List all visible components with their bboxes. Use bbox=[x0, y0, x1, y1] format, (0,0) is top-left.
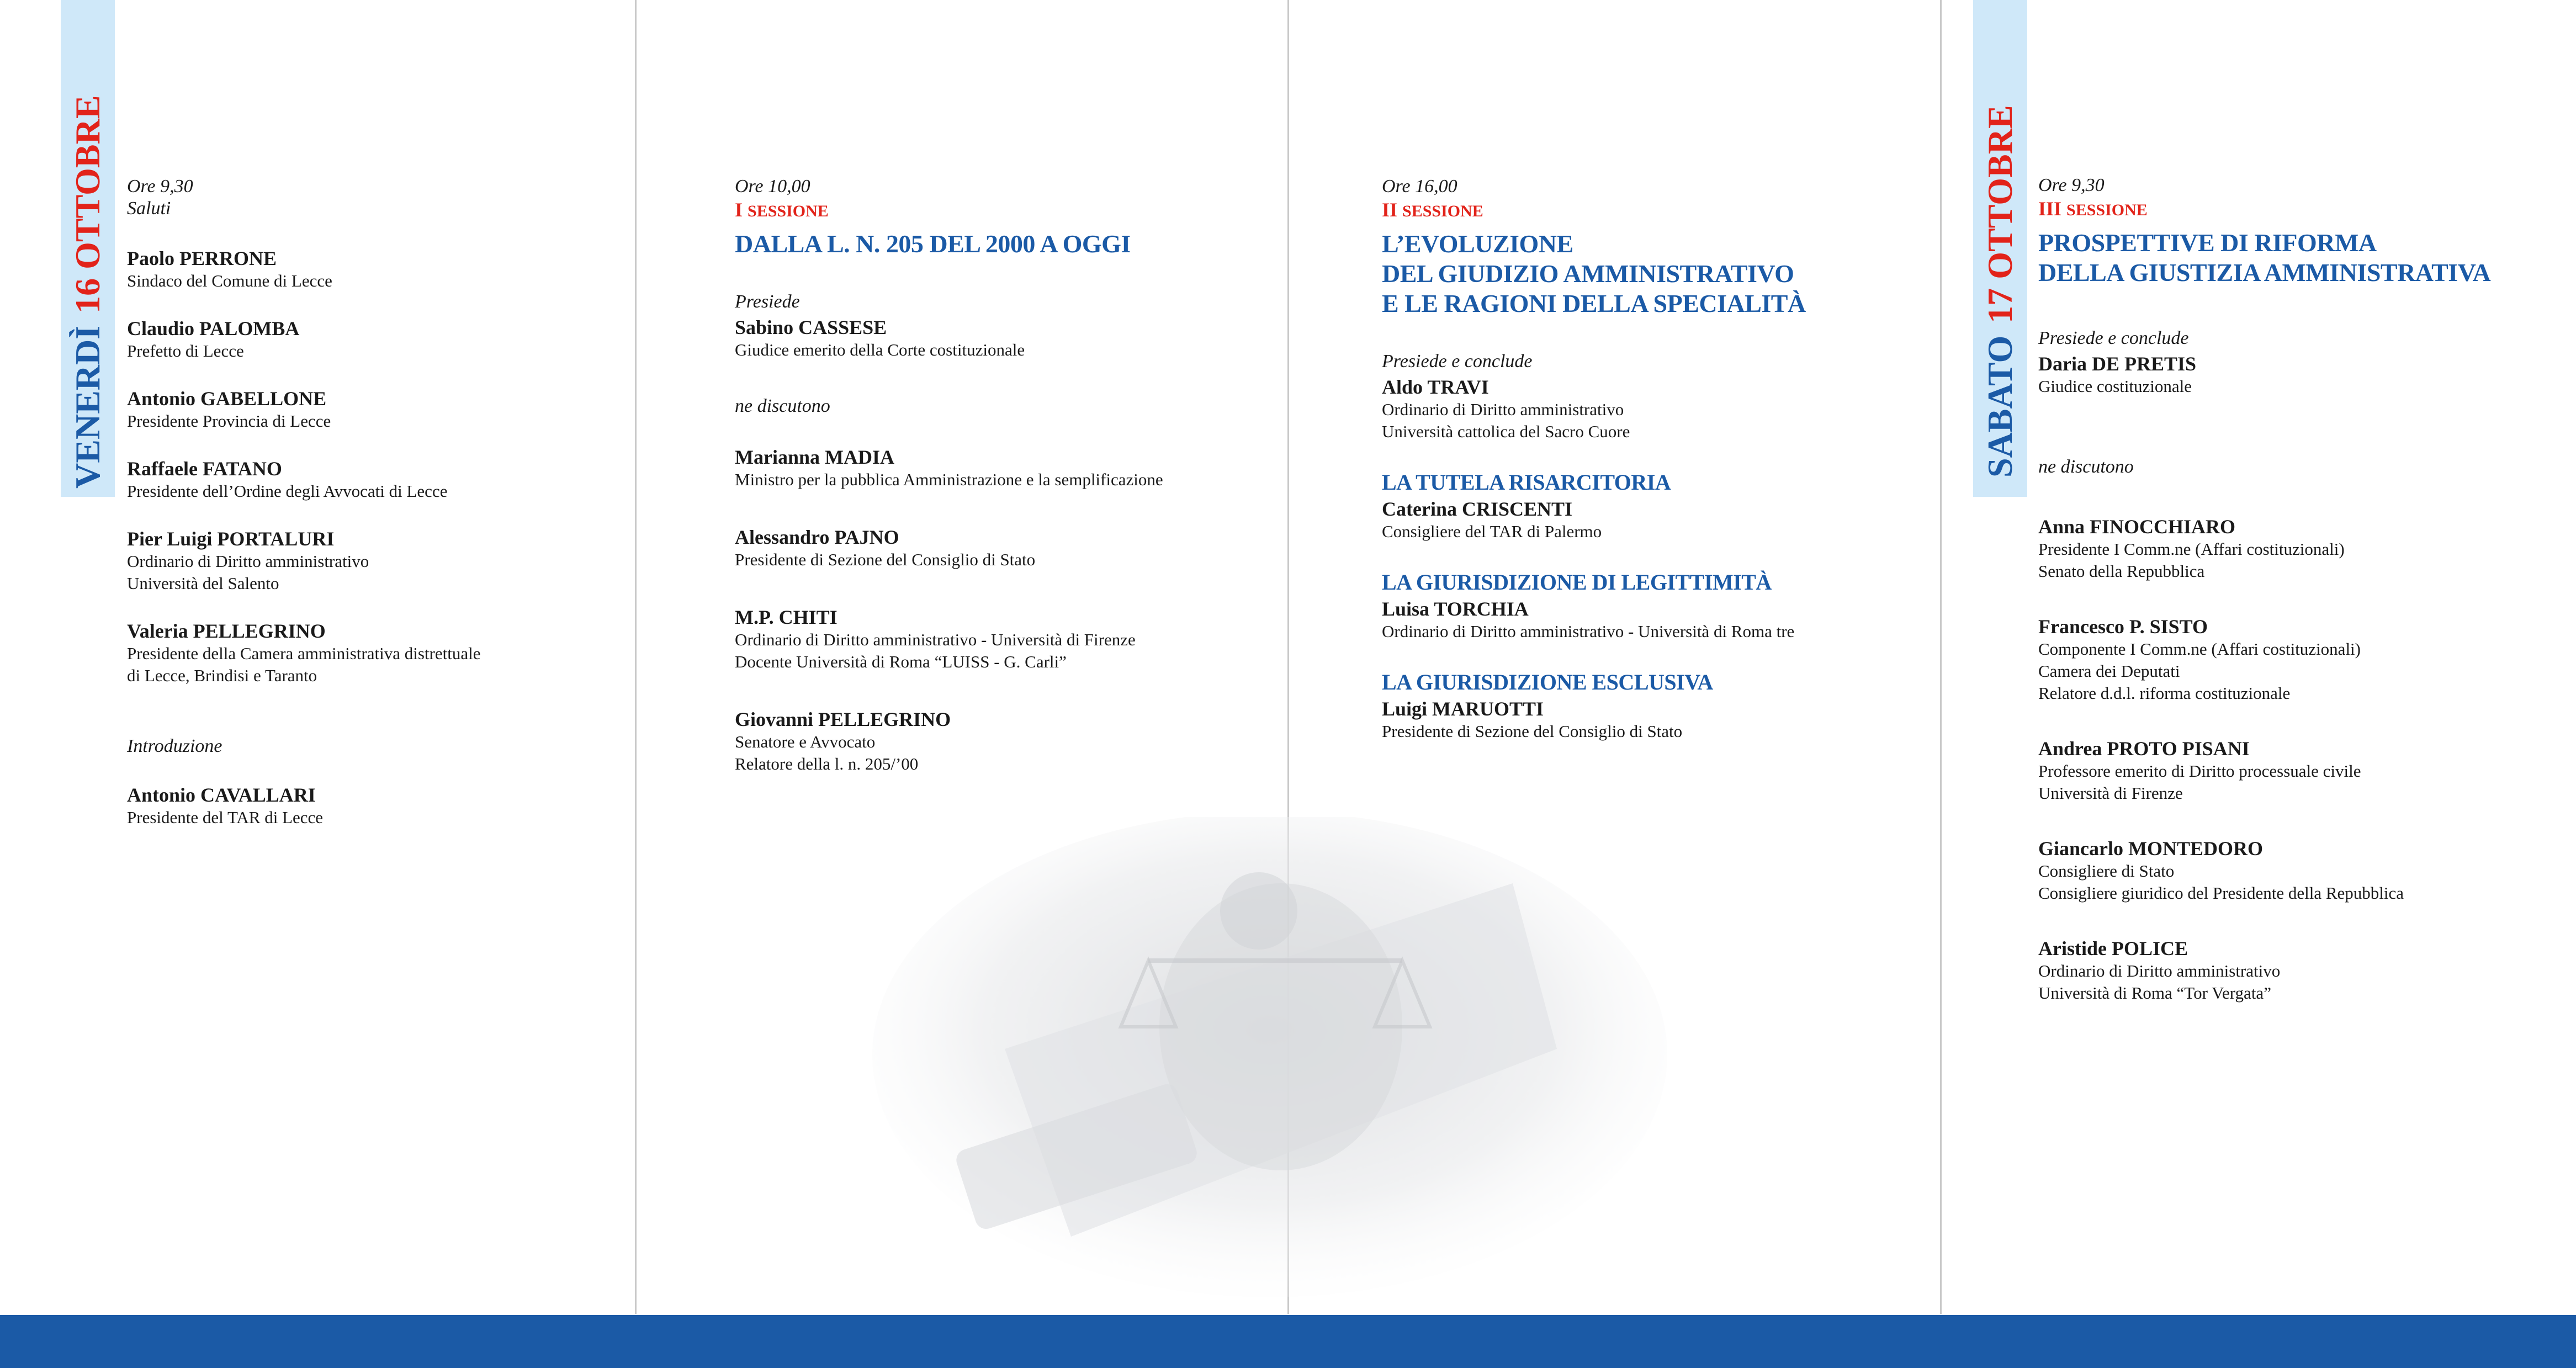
speaker-name: Francesco P. SISTO bbox=[2038, 616, 2208, 638]
speaker-role: Professore emerito di Diritto processuale civile bbox=[2038, 761, 2361, 781]
speaker-role: Ministro per la pubblica Amministrazione e la semplificazione bbox=[735, 470, 1163, 489]
day-label-friday bbox=[61, 95, 115, 489]
speaker-role: Componente I Comm.ne (Affari costituzionali) bbox=[2038, 639, 2361, 659]
speaker-role: Presidente di Sezione del Consiglio di Stato bbox=[735, 550, 1036, 569]
session-title bbox=[1382, 229, 1928, 319]
speaker-name: Claudio PALOMBA bbox=[127, 317, 300, 340]
day-tab-friday bbox=[61, 0, 115, 497]
speaker-entry bbox=[127, 247, 624, 292]
session-number: I bbox=[735, 199, 743, 221]
chair-entry bbox=[1382, 376, 1928, 443]
speaker-entry bbox=[127, 620, 624, 687]
chair-name: Sabino CASSESE bbox=[735, 316, 887, 338]
panel-saturday bbox=[1942, 0, 2576, 1314]
chair-role: Giudice costituzionale bbox=[2038, 377, 2192, 396]
speaker-role: Presidente I Comm.ne (Affari costituzionali) bbox=[2038, 539, 2345, 559]
day-date: 17 OTTOBRE bbox=[1980, 105, 2020, 324]
speaker-role: Università del Salento bbox=[127, 574, 279, 593]
speaker-role: Ordinario di Diritto amministrativo bbox=[2038, 961, 2281, 980]
time-label: Ore 10,00 bbox=[735, 176, 810, 197]
speaker-entry bbox=[2038, 516, 2568, 582]
speaker-name: M.P. CHITI bbox=[735, 606, 838, 628]
speaker-name: Anna FINOCCHIARO bbox=[2038, 516, 2236, 538]
chair-entry bbox=[735, 316, 1276, 361]
session-title-line: DEL GIUDIZIO AMMINISTRATIVO bbox=[1382, 259, 1794, 288]
speaker-name: Andrea PROTO PISANI bbox=[2038, 738, 2250, 760]
speaker-role: Università di Firenze bbox=[2038, 783, 2183, 803]
saluti-label: Saluti bbox=[127, 198, 171, 219]
speaker-name: Antonio CAVALLARI bbox=[127, 784, 316, 806]
speaker-entry bbox=[127, 784, 624, 829]
chair-entry bbox=[2038, 353, 2568, 397]
speaker-entry bbox=[735, 446, 1276, 491]
speaker-entry bbox=[2038, 937, 2568, 1004]
speaker-entry bbox=[735, 606, 1276, 673]
session-title-line: DELLA GIUSTIZIA AMMINISTRATIVA bbox=[2038, 258, 2491, 287]
panel-friday bbox=[0, 0, 635, 1314]
topic-entry bbox=[1382, 469, 1928, 543]
speaker-name: Paolo PERRONE bbox=[127, 247, 277, 269]
session-word: SESSIONE bbox=[2066, 201, 2148, 219]
speaker-entry bbox=[2038, 616, 2568, 704]
session-label bbox=[2038, 198, 2568, 221]
speaker-name: Marianna MADIA bbox=[735, 446, 894, 468]
topic-entry bbox=[1382, 569, 1928, 643]
speaker-role: Ordinario di Diritto amministrativo - Università di Roma tre bbox=[1382, 622, 1795, 641]
speaker-name: Aristide POLICE bbox=[2038, 937, 2188, 959]
session-label bbox=[735, 199, 1276, 222]
intro-label: Introduzione bbox=[127, 736, 222, 756]
discussants-label: ne discutono bbox=[735, 396, 830, 416]
speaker-entry bbox=[735, 708, 1276, 775]
session-title-line: L’EVOLUZIONE bbox=[1382, 230, 1573, 258]
speaker-role: Prefetto di Lecce bbox=[127, 341, 244, 360]
speaker-name: Luisa TORCHIA bbox=[1382, 598, 1529, 620]
speaker-role: Ordinario di Diritto amministrativo - Università di Firenze bbox=[735, 630, 1136, 649]
friday-column bbox=[127, 176, 624, 829]
speaker-role: Camera dei Deputati bbox=[2038, 661, 2180, 681]
chair-name: Daria DE PRETIS bbox=[2038, 353, 2197, 375]
speaker-role: Consigliere del TAR di Palermo bbox=[1382, 522, 1602, 541]
time-label: Ore 9,30 bbox=[127, 176, 193, 197]
speaker-entry bbox=[127, 528, 624, 595]
speaker-role: Presidente della Camera amministrativa distrettuale bbox=[127, 644, 481, 663]
speaker-role: Senatore e Avvocato bbox=[735, 732, 876, 751]
speaker-role: Presidente Provincia di Lecce bbox=[127, 411, 331, 431]
session-number: III bbox=[2038, 198, 2062, 220]
chair-name: Aldo TRAVI bbox=[1382, 376, 1489, 398]
speaker-entry bbox=[2038, 738, 2568, 804]
chair-role: Ordinario di Diritto amministrativo bbox=[1382, 400, 1624, 419]
session-title-line: E LE RAGIONI DELLA SPECIALITÀ bbox=[1382, 289, 1806, 317]
speaker-role: di Lecce, Brindisi e Taranto bbox=[127, 666, 317, 685]
day-date: 16 OTTOBRE bbox=[68, 95, 107, 314]
presiede-label: Presiede e conclude bbox=[2038, 328, 2189, 348]
speaker-role: Presidente dell’Ordine degli Avvocati di Lecce bbox=[127, 481, 448, 501]
topic-entry bbox=[1382, 669, 1928, 743]
speaker-entry bbox=[127, 388, 624, 432]
day-name: VENERDÌ bbox=[68, 325, 107, 489]
discussants-label: ne discutono bbox=[2038, 457, 2134, 477]
topic-title: LA TUTELA RISARCITORIA bbox=[1382, 470, 1671, 495]
speaker-name: Giancarlo MONTEDORO bbox=[2038, 837, 2263, 860]
speaker-entry bbox=[127, 317, 624, 362]
session-title: DALLA L. N. 205 DEL 2000 A OGGI bbox=[735, 230, 1131, 258]
panel-session-2 bbox=[1289, 0, 1940, 1314]
panel-session-1 bbox=[637, 0, 1287, 1314]
day-tab-saturday bbox=[1973, 0, 2027, 497]
speaker-role: Consigliere giuridico del Presidente della Repubblica bbox=[2038, 883, 2404, 903]
session-title bbox=[2038, 228, 2568, 288]
time-label: Ore 9,30 bbox=[2038, 175, 2105, 195]
speaker-role: Senato della Repubblica bbox=[2038, 561, 2205, 581]
speaker-role: Docente Università di Roma “LUISS - G. Carli” bbox=[735, 652, 1067, 671]
speaker-role: Ordinario di Diritto amministrativo bbox=[127, 552, 369, 571]
chair-role: Giudice emerito della Corte costituzionale bbox=[735, 340, 1025, 359]
session-2-column bbox=[1382, 176, 1928, 743]
session-title-line: PROSPETTIVE DI RIFORMA bbox=[2038, 229, 2377, 257]
speaker-name: Valeria PELLEGRINO bbox=[127, 620, 326, 642]
speaker-entry bbox=[735, 526, 1276, 571]
speaker-name: Antonio GABELLONE bbox=[127, 388, 327, 410]
session-1-column bbox=[735, 176, 1276, 775]
speaker-entry bbox=[127, 458, 624, 502]
session-word: SESSIONE bbox=[1402, 202, 1483, 220]
speaker-role: Presidente di Sezione del Consiglio di Stato bbox=[1382, 722, 1683, 741]
topic-title: LA GIURISDIZIONE DI LEGITTIMITÀ bbox=[1382, 570, 1772, 595]
speaker-name: Caterina CRISCENTI bbox=[1382, 498, 1573, 520]
speaker-name: Raffaele FATANO bbox=[127, 458, 282, 480]
speaker-role: Università di Roma “Tor Vergata” bbox=[2038, 983, 2271, 1003]
day-label-saturday bbox=[1973, 105, 2027, 478]
speaker-role: Relatore d.d.l. riforma costituzionale bbox=[2038, 683, 2291, 703]
topic-title: LA GIURISDIZIONE ESCLUSIVA bbox=[1382, 670, 1713, 694]
session-number: II bbox=[1382, 199, 1398, 221]
speaker-role: Relatore della l. n. 205/’00 bbox=[735, 754, 919, 773]
presiede-label: Presiede e conclude bbox=[1382, 351, 1533, 372]
speaker-role: Consigliere di Stato bbox=[2038, 861, 2175, 881]
footer-band bbox=[0, 1315, 2576, 1368]
session-word: SESSIONE bbox=[748, 202, 829, 220]
speaker-role: Presidente del TAR di Lecce bbox=[127, 808, 324, 827]
session-3-column bbox=[2038, 174, 2568, 1004]
presiede-label: Presiede bbox=[735, 291, 800, 312]
speaker-role: Sindaco del Comune di Lecce bbox=[127, 271, 332, 290]
time-label: Ore 16,00 bbox=[1382, 176, 1457, 197]
speaker-name: Pier Luigi PORTALURI bbox=[127, 528, 335, 550]
session-label bbox=[1382, 199, 1928, 222]
speaker-name: Luigi MARUOTTI bbox=[1382, 698, 1544, 720]
speaker-entry bbox=[2038, 837, 2568, 904]
speaker-name: Giovanni PELLEGRINO bbox=[735, 708, 951, 730]
chair-role: Università cattolica del Sacro Cuore bbox=[1382, 422, 1630, 441]
day-name: SABATO bbox=[1980, 335, 2020, 478]
speaker-name: Alessandro PAJNO bbox=[735, 526, 899, 548]
